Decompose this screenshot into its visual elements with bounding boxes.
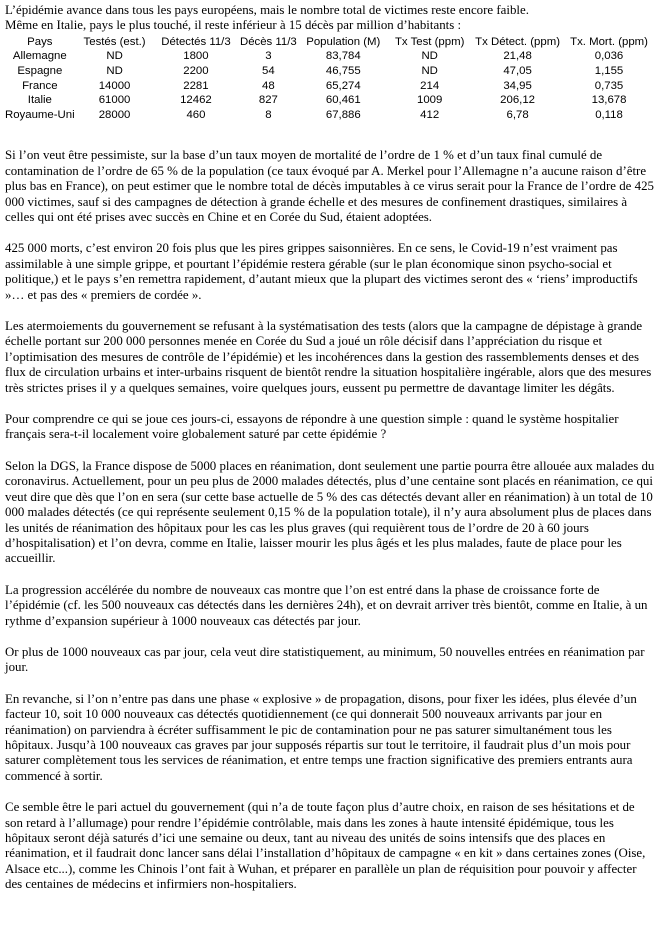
table-cell: ND: [421, 50, 438, 63]
table-cell: Italie: [27, 94, 52, 107]
table-cell: 48: [262, 79, 275, 92]
table-cell: ND: [106, 65, 123, 77]
paragraph-dgs-capacity: Selon la DGS, la France dispose de 5000 places en réanimation, dont seulement une partie pourra être allouée aux malades du coronavirus. Actuellement, pour un peu plus de 2000 malades détectés, plus d’une centaine sont placés en réanimation, ce qui veut dire que dès que l’on en sera (sur cette base actuelle de 5 % des cas détectés devant aller en réanimation) à un total de 10 000 malades détectés (ce qui représente seulement 0,15 % de la population totale), il n’y aura absolument plus de places dans les unités de réanimation des hôpitaux pour les cas les plus graves (qui requièrent tous de l’ordre de 20 à 60 jours d’hospitalisation) et l’on devra, comme en Italie, laisser mourir les plus âgés et les plus malades, faute de place pour les accueillir.: [5, 458, 655, 566]
header-tx-detect: Tx Détect. (ppm): [475, 35, 560, 48]
table-cell: 12462: [180, 94, 212, 107]
table-row: [5, 108, 655, 123]
table-cell: 13,678: [591, 94, 627, 107]
table-cell: Espagne: [17, 65, 63, 77]
table-cell: 47,05: [503, 65, 532, 77]
paragraph-government-bet: Ce semble être le pari actuel du gouvernement (qui n’a de toute façon plus d’autre choix, en raison de ses hésitations et de son retard à l’allumage) pour rendre l’épidémie contrôlable, mais dans les zones à haute intensité épidémique, tous les hôpitaux seront déjà saturés d’ici une semaine ou deux, tant au niveau des unités de soins intensifs que des places en réanimation, et il faudrait donc lancer sans délai l’installation d’hôpitaux de campagne « en kit » dans certaines zones (Oise, Alsace etc...), comme les Chinois l’ont fait à Wuhan, et préparer en parallèle un plan de réquisition pour pouvoir y affecter des centaines de médecins et infirmiers non-hospitaliers.: [5, 800, 646, 892]
table-cell: France: [22, 79, 58, 92]
table-cell: 60,461: [325, 94, 361, 107]
table-cell: 3: [265, 50, 272, 63]
table-cell: 6,78: [506, 108, 529, 121]
table-cell: 28000: [98, 108, 131, 121]
table-cell: Royaume-Uni: [5, 108, 75, 121]
intro-line-2: Même en Italie, pays le plus touché, il reste inférieur à 15 décès par million d’habitants :: [5, 18, 462, 33]
table-cell: ND: [421, 65, 438, 77]
table-cell: 67,886: [325, 108, 361, 121]
paragraph-government-hesitation: Les atermoiements du gouvernement se refusant à la systématisation des tests (alors que la campagne de dépistage à grande échelle portant sur 200 000 personnes menée en Corée du Sud a joué un rôle décisif dans l’appréciation du risque et l’optimisation des mesures de contrôle de l’épidémie) et les incohérences dans la gestion des rassemblements denses et des flux de circulation urbains et inter-urbains risquent de bientôt rendre la situation hospitalière ingérable, alors que des mesures très strictes prises il y a quelques semaines, voire quelques jours, eussent pu permettre de davantage limiter les dégâts.: [5, 319, 652, 395]
table-cell: Allemagne: [12, 50, 67, 63]
table-cell: 61000: [98, 94, 131, 107]
intro-line-1: L’épidémie avance dans tous les pays européens, mais le nombre total de victimes reste encore faible.: [5, 3, 529, 17]
table-cell: ND: [106, 50, 123, 63]
table-cell: 460: [186, 108, 206, 121]
table-row: [5, 93, 655, 108]
table-row: [5, 49, 655, 64]
table-cell: 0,036: [594, 50, 624, 63]
table-cell: 0,735: [594, 79, 624, 92]
document-page: [5, 0, 655, 893]
paragraph-425000-deaths: 425 000 morts, c’est environ 20 fois plus que les pires grippes saisonnières. En ce sens, le Covid-19 n’est vraiment pas assimilable à une simple grippe, et pourtant l’épidémie restera gérable (sur le plan économique sinon psycho-social et politique,) et le pays s’en remettra rapidement, d’autant mieux que la plupart des victimes seront des « ‘riens’ improductifs »… et pas des « premiers de cordée ».: [5, 241, 638, 302]
table-cell: 827: [258, 94, 278, 107]
table-row: [5, 64, 655, 79]
table-cell: 412: [420, 108, 440, 121]
paragraph-daily-icu-entries: Or plus de 1000 nouveaux cas par jour, cela veut dire statistiquement, au minimum, 50 nouvelles entrées en réanimation par jour.: [5, 644, 645, 675]
table-header-row: [5, 35, 655, 50]
header-tx-mort: Tx. Mort. (ppm): [570, 35, 648, 48]
table-cell: 2200: [183, 65, 209, 77]
header-pays: Pays: [27, 35, 53, 48]
covid-stats-table: [5, 35, 655, 123]
table-cell: 46,755: [325, 65, 361, 77]
paragraph-accelerated-growth: La progression accélérée du nombre de nouveaux cas montre que l’on est entré dans la phase de croissance forte de l’épidémie (cf. les 500 nouveaux cas détectés dans les dernières 24h), et on devrait arriver très bientôt, comme en Italie, à un rythme d’expansion supérieur à 1000 nouveaux cas détectés par jour.: [5, 582, 648, 628]
table-cell: 21,48: [503, 50, 532, 63]
paragraph-pessimistic-estimate: Si l’on veut être pessimiste, sur la base d’un taux moyen de mortalité de l’ordre de 1 % et d’un taux final cumulé de contamination de l’ordre de 65 % de la population (ce taux évoqué par A. Merkel pour l’Allemagne n’a aucune raison d’être plus bas en France), on peut estimer que le nombre total de décès imputables à ce virus serait pour la France de l’ordre de 425 000 victimes, sauf si des campagnes de détection à grande échelle et des mesures de confinement drastiques, similaires à celles qui ont été prises avec succès en Chine et en Corée du Sud, étaient adoptées.: [5, 148, 654, 224]
table-cell: 206,12: [500, 94, 535, 107]
table-cell: 83,784: [325, 50, 361, 63]
table-cell: 2281: [183, 79, 209, 92]
header-testes: Testés (est.): [83, 35, 146, 48]
paragraph-explosive-phase: En revanche, si l’on n’entre pas dans une phase « explosive » de propagation, disons, pour fixer les idées, plus élevée d’un facteur 10, soit 10 000 nouveaux cas détectés quotidiennement (ce qui donnerait 500 nouveaux arrivants par jour en réanimation) on parviendra à écréter suffisamment le pic de contamination pour ne pas saturer simultanément tous les hôpitaux. Jusqu’à 100 nouveaux cas graves par jour supposés répartis sur tout le territoire, il faudrait plus d’un mois pour saturer complètement tous les services de réanimation, et entre temps une fraction significative des premiers entrants aura commencé à sortir.: [5, 691, 637, 783]
table-cell: 0,118: [595, 108, 623, 121]
table-cell: 14000: [98, 79, 131, 92]
table-cell: 34,95: [503, 79, 532, 92]
table-cell: 1,155: [594, 65, 624, 77]
table-cell: 8: [265, 108, 272, 121]
paragraph-key-question: Pour comprendre ce qui se joue ces jours-ci, essayons de répondre à une question simple : quand le système hospitalier français sera-t-il localement voire globalement saturé par cette épidémie ?: [5, 412, 619, 442]
header-population: Population (M): [306, 35, 381, 48]
intro-text: [5, 0, 655, 34]
header-deces: Décès 11/3: [239, 35, 297, 48]
table-cell: 1009: [417, 94, 443, 107]
table-cell: 65,274: [325, 79, 361, 92]
header-tx-test: Tx Test (ppm): [394, 35, 465, 48]
table-cell: 54: [262, 65, 275, 77]
table-cell: 1800: [183, 50, 209, 63]
header-detectes: Détectés 11/3: [161, 35, 231, 48]
table-row: [5, 79, 655, 94]
table-cell: 214: [420, 79, 440, 92]
